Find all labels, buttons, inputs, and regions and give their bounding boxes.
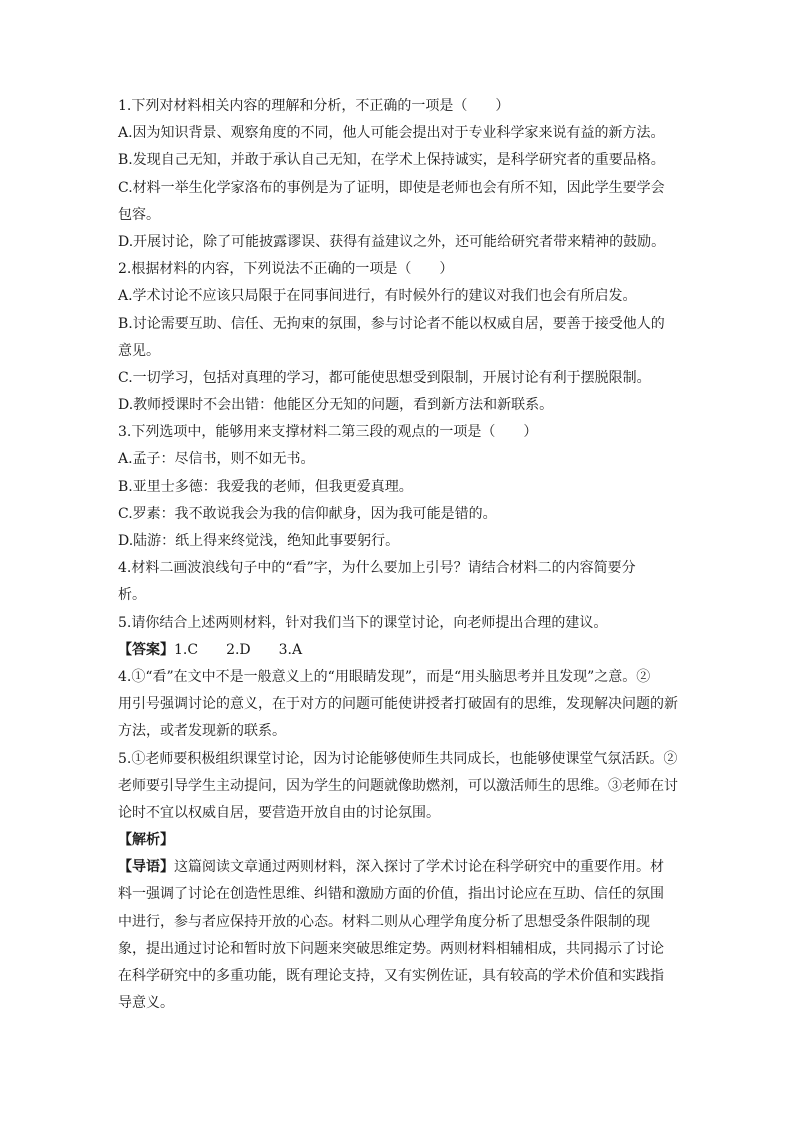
q2-stem: 2.根据材料的内容，下列说法不正确的一项是（ ） — [118, 261, 454, 278]
document-page — [118, 93, 678, 1017]
q3-option-b: B.亚里士多德：我爱我的老师，但我更爱真理。 — [118, 478, 413, 495]
answer-line: 用引号强调讨论的意义，在于对方的问题可能使讲授者打破固有的思维，发现解决问题的新 — [118, 696, 678, 713]
guide-row — [118, 854, 678, 881]
q1-option-d: D.开展讨论，除了可能披露谬误、获得有益建议之外，还可能给研究者带来精神的鼓励。 — [118, 233, 666, 250]
q1-option-b: B.发现自己无知，并敢于承认自己无知，在学术上保持诚实，是科学研究者的重要品格。 — [118, 152, 665, 169]
q4-stem-cont: 析。 — [118, 587, 146, 604]
q3-option-a: A.孟子：尽信书，则不如无书。 — [118, 451, 315, 468]
guide-line: 象，提出通过讨论和暂时放下问题来突破思维定势。两则材料相辅相成，共同揭示了讨论 — [118, 940, 664, 957]
guide-line: 中进行，参与者应保持开放的心态。材料二则从心理学角度分析了思想受条件限制的现 — [118, 913, 650, 930]
q3-option-c: C.罗素：我不敢说我会为我的信仰献身，因为我可能是错的。 — [118, 505, 497, 522]
guide-text: 这篇阅读文章通过两则材料，深入探讨了学术讨论在科学研究中的重要作用。材 — [174, 859, 664, 876]
q3-stem: 3.下列选项中，能够用来支撑材料二第三段的观点的一项是（ ） — [118, 424, 538, 441]
q2-option-b: B.讨论需要互助、信任、无拘束的氛围，参与讨论者不能以权威自居，要善于接受他人的 — [118, 315, 665, 332]
q1-option-c: C.材料一举生化学家洛布的事例是为了证明，即使是老师也会有所不知，因此学生要学会 — [118, 179, 665, 196]
guide-line: 导意义。 — [118, 995, 174, 1012]
answer-line: 5.①老师要积极组织课堂讨论，因为讨论能够使师生共同成长，也能够使课堂气氛活跃。② — [118, 750, 678, 767]
q2-option-a: A.学术讨论不应该只局限于在同事间进行，有时候外行的建议对我们也会有所启发。 — [118, 288, 637, 305]
q2-option-b-cont: 意见。 — [118, 342, 160, 359]
guide-line: 在科学研究中的多重功能，既有理论支持，又有实例佐证，具有较高的学术价值和实践指 — [118, 968, 664, 984]
answer-row — [118, 637, 678, 664]
q1-option-c-cont: 包容。 — [118, 206, 160, 223]
answer-summary: 1.C 2.D 3.A — [174, 641, 303, 658]
answer-line: 方法，或者发现新的联系。 — [118, 723, 286, 740]
guide-line: 料一强调了讨论在创造性思维、纠错和激励方面的价值，指出讨论应在互助、信任的氛围 — [118, 886, 664, 903]
q3-option-d: D.陆游：纸上得来终觉浅，绝知此事要躬行。 — [118, 533, 400, 549]
q4-stem: 4.材料二画波浪线句子中的“看”字，为什么要加上引号？请结合材料二的内容简要分 — [118, 560, 636, 577]
q1-option-a: A.因为知识背景、观察角度的不同，他人可能会提出对于专业科学家来说有益的新方法。 — [118, 125, 665, 142]
answer-line: 老师要引导学生主动提问，因为学生的问题就像助燃剂，可以激活师生的思维。③老师在讨 — [118, 777, 678, 794]
q1-stem: 1.下列对材料相关内容的理解和分析，不正确的一项是（ ） — [118, 98, 510, 114]
answer-line: 4.①“看”在文中不是一般意义上的“用眼睛发现”，而是“用头脑思考并且发现”之意。② — [118, 668, 651, 685]
guide-label: 【导语】 — [118, 859, 174, 876]
answer-label: 【答案】 — [118, 641, 174, 658]
q5-stem: 5.请你结合上述两则材料，针对我们当下的课堂讨论，向老师提出合理的建议。 — [118, 614, 608, 631]
q2-option-d: D.教师授课时不会出错：他能区分无知的问题，看到新方法和新联系。 — [118, 397, 554, 414]
q2-option-c: C.一切学习，包括对真理的学习，都可能使思想受到限制，开展讨论有利于摆脱限制。 — [118, 369, 651, 386]
analysis-label: 【解析】 — [118, 832, 174, 849]
answer-line: 论时不宜以权威自居，要营造开放自由的讨论氛围。 — [118, 804, 440, 821]
